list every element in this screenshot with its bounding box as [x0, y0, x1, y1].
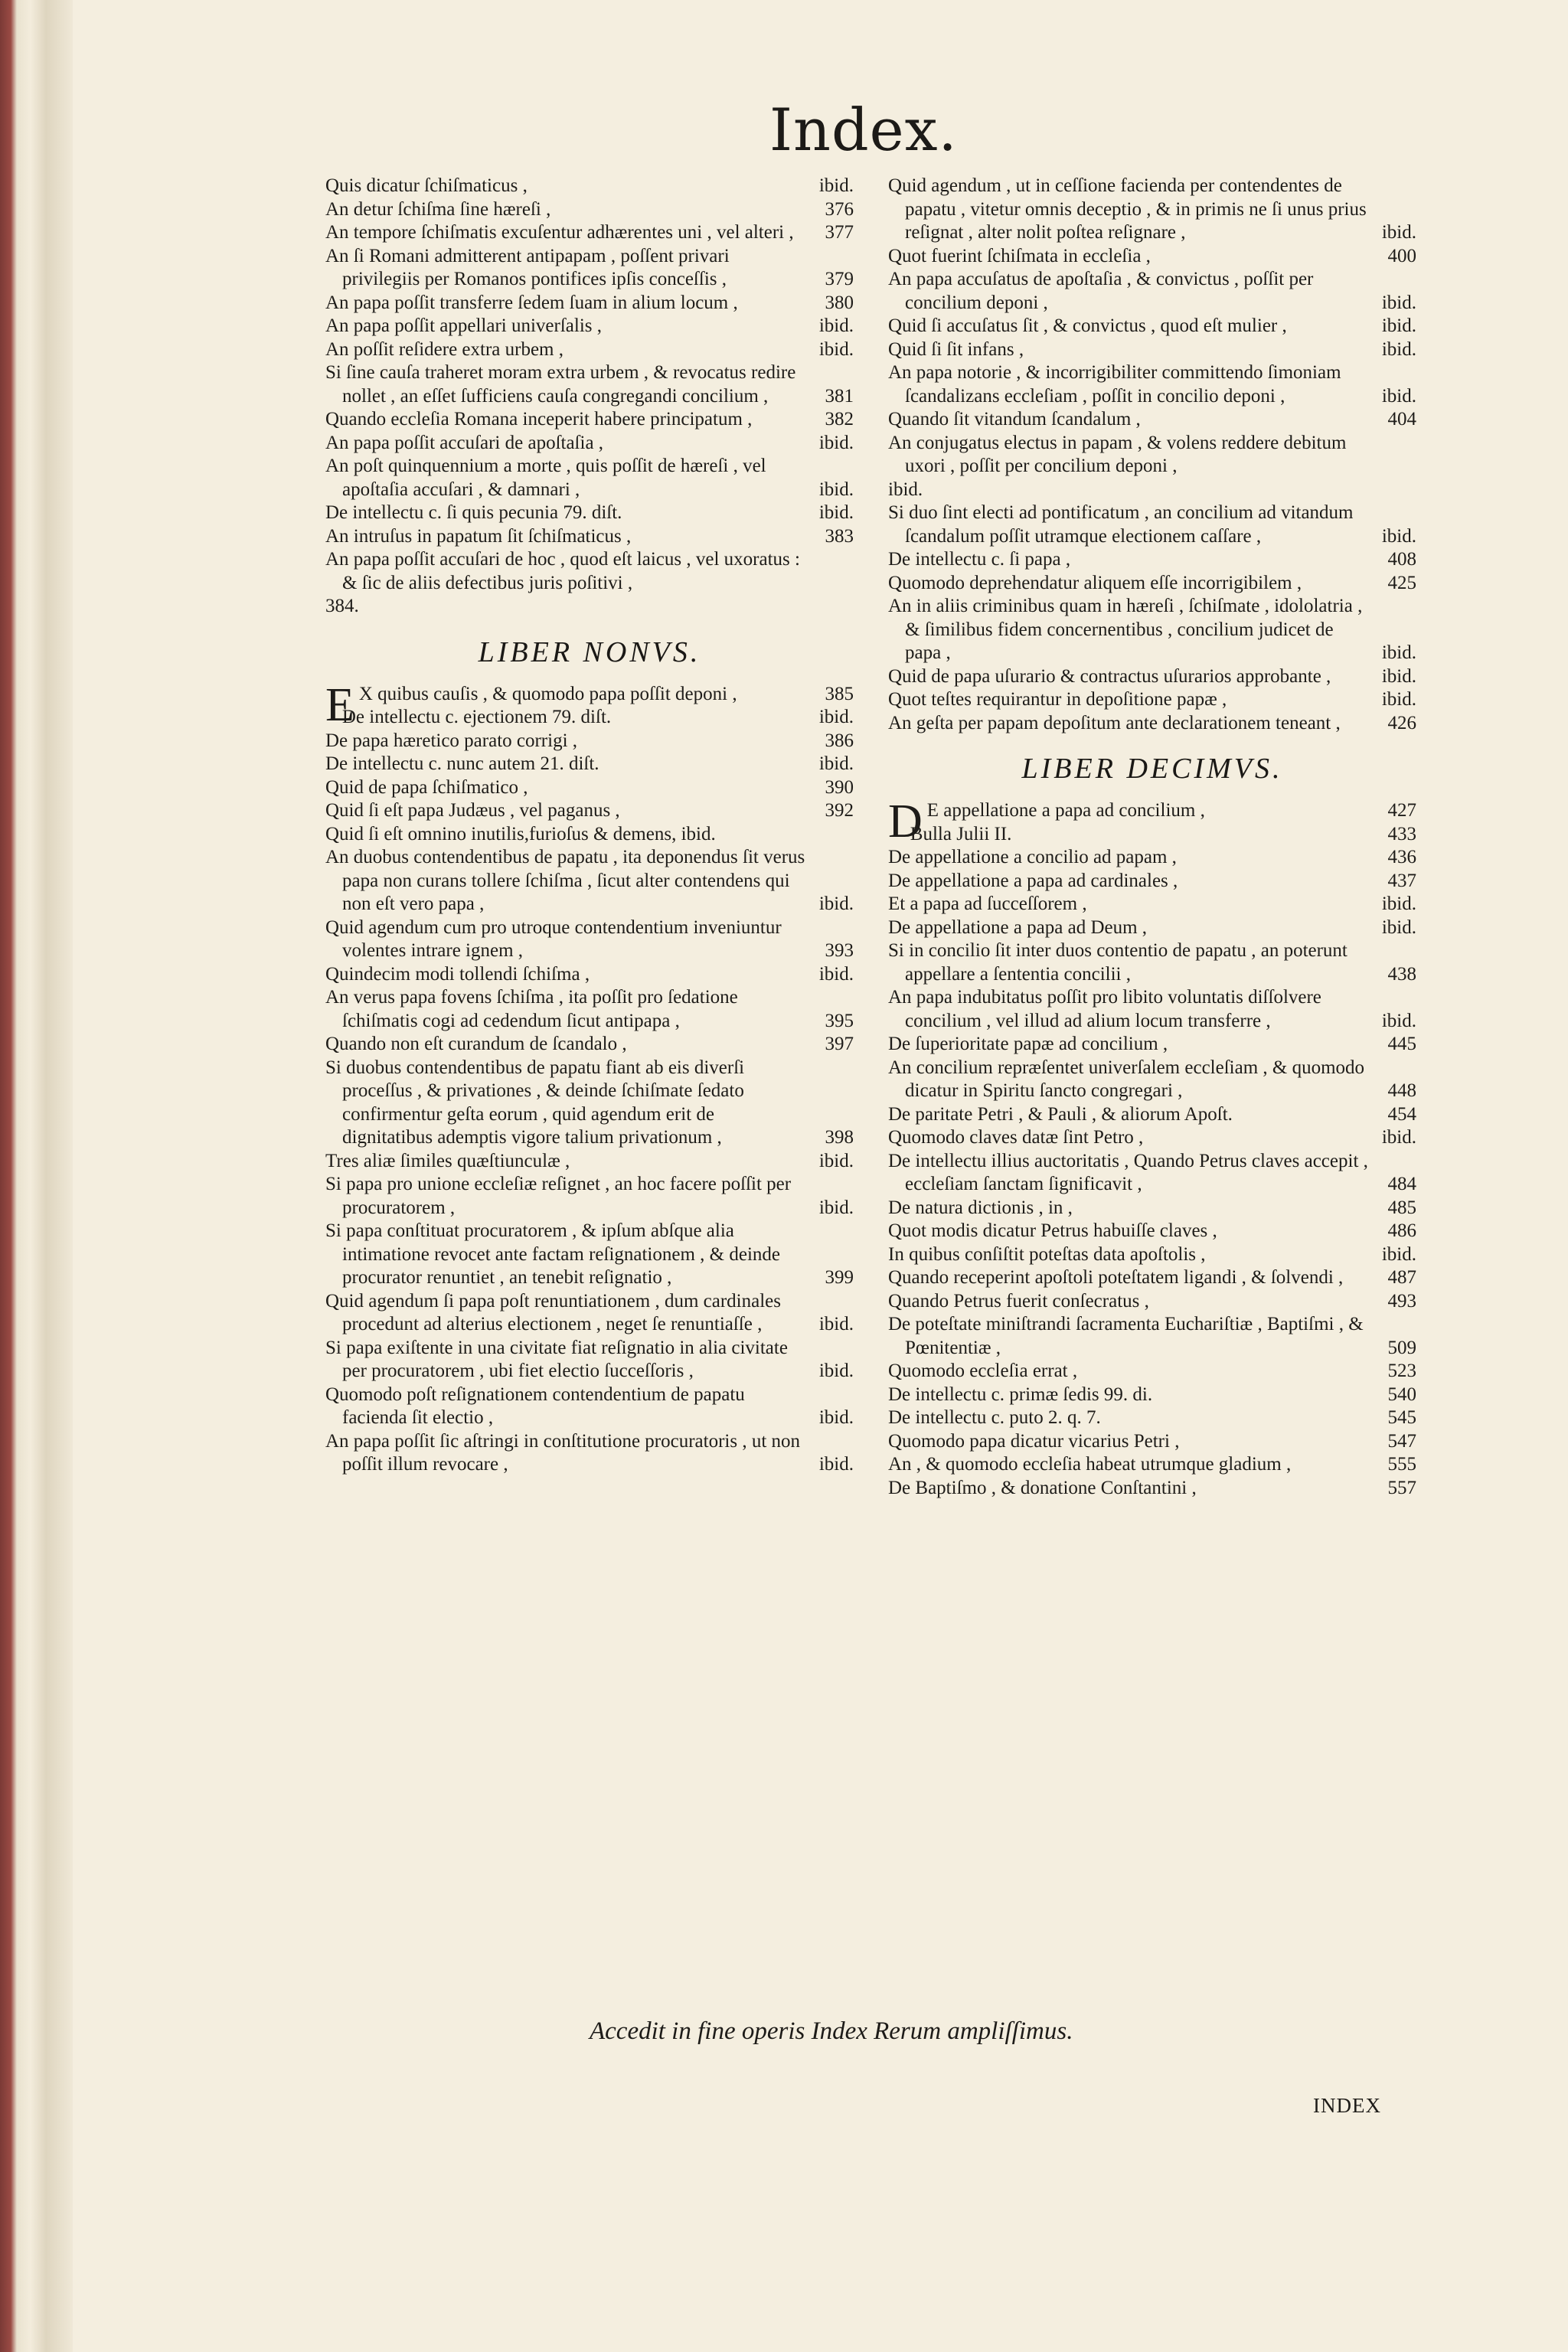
entry-page-number: ibid. — [1381, 916, 1416, 938]
index-entry — [888, 823, 1416, 847]
index-entry — [325, 175, 854, 198]
index-entry — [888, 1430, 1416, 1454]
entry-text: Si duobus contendentibus de papatu fiant ab eis diverſi proceſſus , & privationes , & deinde ſchiſmate ſedato confirmentur geſta eorum , quid agendum erit de dignitatibus ademptis vigore talium privationum , — [325, 1057, 745, 1148]
entry-text: Quando Petrus fuerit conſecratus , — [888, 1290, 1149, 1312]
entry-text: An papa poſſit transferre ſedem ſuam in alium locum , — [325, 292, 738, 313]
index-entry — [888, 986, 1416, 1033]
index-entry — [325, 753, 854, 776]
entry-text: 384. — [325, 596, 359, 616]
entry-page-number: 485 — [1387, 1197, 1416, 1218]
entry-page-number: 377 — [825, 222, 854, 243]
entry-page-number: 509 — [1387, 1337, 1416, 1358]
index-entry — [325, 1383, 854, 1430]
entry-text: Si ſine cauſa traheret moram extra urbem , & revocatus redire nollet , an eſſet ſufficiens cauſa congregandi concilium , — [325, 362, 796, 407]
entry-text: Quando receperint apoſtoli poteſtatem ligandi , & ſolvendi , — [888, 1267, 1344, 1288]
index-entry — [325, 823, 854, 847]
entry-page-number: 426 — [1387, 712, 1416, 733]
index-entry — [888, 175, 1416, 245]
index-entry — [325, 963, 854, 987]
entry-page-number: ibid. — [818, 175, 854, 196]
index-entry — [888, 870, 1416, 893]
index-entry — [325, 338, 854, 362]
entry-text: De intellectu c. ſi quis pecunia 79. diſt. — [325, 502, 622, 523]
entry-text: De poteſtate miniſtrandi ſacramenta Euchariſtiæ , Baptiſmi , & Pœnitentiæ , — [888, 1314, 1364, 1358]
index-entry — [325, 198, 854, 222]
entry-page-number: 427 — [1387, 800, 1416, 821]
index-entry — [888, 688, 1416, 712]
index-entry — [888, 1033, 1416, 1057]
entry-page-number: ibid. — [818, 502, 854, 523]
entry-text: De intellectu c. primæ ſedis 99. di. — [888, 1383, 1153, 1405]
entry-text: Quid ſi eſt omnino inutilis,furioſus & demens, ibid. — [325, 823, 716, 844]
entry-text: Si duo ſint electi ad pontificatum , an concilium ad vitandum ſcandalum poſſit utramque electionem caſſare , — [888, 502, 1354, 547]
index-entry — [325, 548, 854, 595]
entry-text: De appellatione a papa ad Deum , — [888, 916, 1148, 938]
index-entry — [888, 572, 1416, 596]
entry-page-number: 399 — [825, 1267, 854, 1288]
index-entry — [325, 1220, 854, 1290]
entry-page-number: ibid. — [1381, 292, 1416, 313]
right-column — [888, 175, 1416, 1500]
index-entry — [325, 986, 854, 1033]
entry-page-number: ibid. — [818, 707, 854, 727]
entry-text: Quid agendum cum pro utroque contendentium inveniuntur volentes intrare ignem , — [325, 916, 782, 961]
entry-page-number: ibid. — [818, 1361, 854, 1381]
index-entry — [325, 799, 854, 823]
entry-page-number: ibid. — [1381, 1243, 1416, 1265]
entry-text: Bulla Julii II. — [910, 823, 1012, 844]
entry-page-number: ibid. — [1381, 1127, 1416, 1148]
index-entry — [888, 548, 1416, 572]
entry-text: De intellectu c. nunc autem 21. diſt. — [325, 753, 599, 774]
entry-page-number: ibid. — [818, 315, 854, 336]
entry-page-number: ibid. — [818, 479, 854, 500]
entry-text: Si papa pro unione eccleſiæ reſignet , an hoc facere poſſit per procuratorem , — [325, 1174, 792, 1218]
index-entry — [888, 361, 1416, 408]
entry-text: An concilium repræſentet univerſalem eccleſiam , & quomodo dicatur in Spiritu ſancto congregari , — [888, 1057, 1365, 1101]
entry-page-number: ibid. — [1381, 315, 1416, 336]
entry-text: Quid agendum , ut in ceſſione facienda per contendentes de papatu , vitetur omnis deceptio , & in primis ne ſi unus prius reſignat , alter nolit poſtea reſignare , — [888, 175, 1367, 243]
entry-page-number: 381 — [825, 385, 854, 407]
entry-text: An verus papa fovens ſchiſma , ita poſſit pro ſedatione ſchiſmatis cogi ad cedendum ſicut antipapa , — [325, 987, 738, 1031]
entry-page-number: 380 — [825, 292, 854, 313]
entry-text: An , & quomodo eccleſia habeat utrumque gladium , — [888, 1454, 1292, 1475]
entry-text: Quid de papa uſurario & contractus uſurarios approbante , — [888, 665, 1331, 687]
index-entry — [888, 1406, 1416, 1430]
entry-page-number: ibid. — [1381, 525, 1416, 547]
entry-text: An poſſit reſidere extra urbem , — [325, 338, 564, 360]
entry-text: Quando non eſt curandum de ſcandalo , — [325, 1034, 627, 1054]
book-spine-edge — [0, 0, 73, 2352]
entry-page-number: ibid. — [818, 338, 854, 360]
entry-page-number: 376 — [825, 198, 854, 220]
index-entry — [888, 1103, 1416, 1127]
entry-text: An ſi Romani admitterent antipapam , poſſent privari privilegiis per Romanos pontifices ipſis conceſſis , — [325, 245, 730, 289]
index-entry — [888, 1477, 1416, 1501]
index-entry — [888, 268, 1416, 315]
entry-page-number: 400 — [1387, 245, 1416, 266]
entry-text: An conjugatus electus in papam , & volens reddere debitum uxori , poſſit per concilium deponi , — [888, 432, 1347, 476]
entry-text: Quid agendum ſi papa poſt renuntiationem , dum cardinales procedunt ad alterius electionem , neget ſe renuntiaſſe , — [325, 1290, 781, 1334]
entry-page-number: 404 — [1387, 409, 1416, 430]
index-entry — [325, 1173, 854, 1220]
index-entry — [888, 479, 1416, 502]
index-entry — [888, 893, 1416, 916]
entry-text: Quid ſi eſt papa Judæus , vel paganus , — [325, 800, 620, 821]
index-entry — [888, 408, 1416, 432]
entry-page-number: 484 — [1387, 1174, 1416, 1194]
entry-page-number: 438 — [1387, 963, 1416, 985]
index-entry — [888, 315, 1416, 338]
entry-text: Et a papa ad ſucceſſorem , — [888, 893, 1087, 914]
entry-text-body: X quibus cauſis , & quomodo papa poſſit deponi , — [358, 683, 737, 704]
entry-text: De appellatione a concilio ad papam , — [888, 847, 1177, 867]
footer-note: Accedit in fine operis Index Rerum ampliſſimus. — [590, 2017, 1073, 2045]
entry-text: An papa poſſit accuſari de apoſtaſia , — [325, 432, 604, 453]
entry-text: Quid ſi ſit infans , — [888, 338, 1024, 360]
index-entry — [325, 315, 854, 338]
entry-page-number: 408 — [1387, 549, 1416, 570]
index-entry — [325, 525, 854, 549]
entry-text: Quot fuerint ſchiſmata in eccleſia , — [888, 245, 1151, 266]
entry-text: Si in concilio ſit inter duos contentio de papatu , an poterunt appellare a ſententia concilii , — [888, 940, 1348, 985]
entry-text: Quid de papa ſchiſmatico , — [325, 776, 528, 798]
entry-text: Quomodo poſt reſignationem contendentium de papatu facienda ſit electio , — [325, 1383, 745, 1428]
index-entry — [325, 776, 854, 800]
index-entry — [888, 665, 1416, 689]
catchword: INDEX — [1313, 2094, 1381, 2117]
entry-page-number: ibid. — [818, 753, 854, 774]
index-entry — [325, 846, 854, 916]
entry-page-number: ibid. — [818, 432, 854, 453]
index-entry — [325, 432, 854, 456]
entry-text: An poſt quinquennium a morte , quis poſſit de hæreſi , vel apoſtaſia accuſari , & damnari , — [325, 456, 766, 500]
entry-page-number: ibid. — [1381, 222, 1416, 243]
entry-text: Quando eccleſia Romana inceperit habere principatum , — [325, 409, 753, 430]
entry-text: Tres aliæ ſimiles quæſtiunculæ , — [325, 1150, 570, 1171]
entry-page-number: ibid. — [818, 1454, 854, 1475]
entry-page-number: 486 — [1387, 1220, 1416, 1241]
index-entry — [325, 1150, 854, 1174]
index-entry — [325, 1290, 854, 1337]
index-entry — [325, 245, 854, 292]
entry-text: An papa poſſit accuſari de hoc , quod eſt laicus , vel uxoratus : & ſic de aliis defectibus juris poſitivi , — [325, 549, 800, 593]
index-entry — [325, 1033, 854, 1057]
entry-page-number: 545 — [1387, 1407, 1416, 1428]
entry-page-number: 437 — [1387, 870, 1416, 891]
entry-text: An papa accuſatus de apoſtaſia , & convictus , poſſit per concilium deponi , — [888, 269, 1314, 313]
index-entry — [888, 245, 1416, 269]
book-heading-nine: LIBER NONVS. — [478, 635, 701, 668]
index-entry — [888, 432, 1416, 479]
entry-text: Quando ſit vitandum ſcandalum , — [888, 409, 1141, 430]
left-entries-after — [325, 678, 854, 1477]
index-entry — [888, 916, 1416, 940]
entry-text: Quis dicatur ſchiſmaticus , — [325, 175, 528, 196]
entry-page-number: 379 — [825, 269, 854, 289]
entry-text: An papa poſſit ſic aſtringi in conſtitutione procuratoris , ut non poſſit illum revocare , — [325, 1430, 801, 1475]
entry-text: An detur ſchiſma ſine hæreſi , — [325, 198, 551, 220]
entry-text: ibid. — [888, 479, 923, 500]
entry-page-number: 382 — [825, 409, 854, 430]
index-entry — [888, 1220, 1416, 1243]
entry-text: De intellectu illius auctoritatis , Quando Petrus claves accepit , eccleſiam ſanctam ſignificavit , — [888, 1150, 1368, 1194]
entry-page-number: ibid. — [818, 1407, 854, 1428]
entry-page-number: 383 — [825, 525, 854, 547]
drop-cap: E — [325, 678, 354, 731]
entry-page-number: 547 — [1387, 1430, 1416, 1452]
entry-text: An duobus contendentibus de papatu , ita deponendus ſit verus papa non curans tollere ſchiſma , ſicut alter contendens qui non eſt vero papa , — [325, 847, 805, 914]
entry-page-number: ibid. — [1381, 665, 1416, 687]
index-entry — [888, 1383, 1416, 1407]
entry-page-number: ibid. — [1381, 642, 1416, 663]
entry-text: Quot teſtes requirantur in depoſitione papæ , — [888, 689, 1227, 710]
index-entry — [325, 292, 854, 315]
entry-page-number: 425 — [1387, 572, 1416, 593]
index-entry — [888, 595, 1416, 665]
entry-text: An papa poſſit appellari univerſalis , — [325, 315, 603, 336]
entry-text: De intellectu c. puto 2. q. 7. — [888, 1407, 1101, 1428]
entry-text: Si papa exiſtente in una civitate fiat reſignatio in alia civitate per procuratorem , ubi fiet electio ſucceſſoris , — [325, 1337, 788, 1381]
entry-text: An tempore ſchiſmatis excuſentur adhærentes uni , vel alteri , — [325, 222, 794, 243]
left-entries-before — [325, 175, 854, 619]
entry-text: De paritate Petri , & Pauli , & aliorum Apoſt. — [888, 1103, 1233, 1125]
entry-page-number: ibid. — [1381, 689, 1416, 710]
entry-text: Quomodo claves datæ ſint Petro , — [888, 1127, 1144, 1148]
entry-page-number: 487 — [1387, 1267, 1416, 1288]
right-entries-after — [888, 795, 1416, 1500]
page-title: Index. — [769, 96, 958, 164]
entry-page-number: 523 — [1387, 1361, 1416, 1381]
index-entry — [888, 712, 1416, 736]
index-entry — [325, 361, 854, 408]
book-heading-ten: LIBER DECIMVS. — [1021, 753, 1283, 785]
index-entry — [888, 1266, 1416, 1290]
entry-page-number: 433 — [1387, 823, 1416, 844]
entry-text: De intellectu c. ſi papa , — [888, 549, 1071, 570]
entry-text: Quomodo deprehendatur aliquem eſſe incorrigibilem , — [888, 572, 1302, 593]
entry-page-number: ibid. — [818, 893, 854, 914]
entry-page-number: ibid. — [1381, 893, 1416, 914]
index-entry — [888, 1150, 1416, 1197]
entry-page-number: 398 — [825, 1127, 854, 1148]
index-entry — [325, 1057, 854, 1150]
entry-page-number: 385 — [825, 683, 854, 704]
entry-text: Quot modis dicatur Petrus habuiſſe claves , — [888, 1220, 1217, 1241]
entry-page-number: 395 — [825, 1010, 854, 1031]
index-entry — [888, 939, 1416, 986]
entry-text: De Baptiſmo , & donatione Conſtantini , — [888, 1477, 1197, 1498]
index-entry — [325, 706, 854, 730]
entry-text: Quomodo papa dicatur vicarius Petri , — [888, 1430, 1180, 1452]
entry-page-number: 386 — [825, 730, 854, 751]
entry-text: De ſuperioritate papæ ad concilium , — [888, 1034, 1168, 1054]
entry-text: Quindecim modi tollendi ſchiſma , — [325, 963, 590, 985]
entry-text: An geſta per papam depoſitum ante declarationem teneant , — [888, 712, 1341, 733]
entry-page-number: ibid. — [1381, 1010, 1416, 1031]
entry-page-number: ibid. — [818, 963, 854, 985]
entry-page-number: 390 — [825, 776, 854, 798]
entry-page-number: 493 — [1387, 1290, 1416, 1312]
index-entry — [325, 221, 854, 245]
entry-page-number: ibid. — [818, 1150, 854, 1171]
index-entry — [325, 455, 854, 501]
entry-page-number: ibid. — [818, 1197, 854, 1218]
entry-text: An papa notorie , & incorrigibiliter committendo ſimoniam ſcandalizans eccleſiam , poſſit in concilio deponi , — [888, 362, 1341, 407]
index-entry — [325, 730, 854, 753]
index-entry — [888, 1197, 1416, 1220]
left-column — [325, 175, 854, 1477]
index-entry — [325, 916, 854, 963]
index-entry — [325, 408, 854, 432]
entry-text: De appellatione a papa ad cardinales , — [888, 870, 1178, 891]
index-entry — [888, 1453, 1416, 1477]
index-entry — [888, 1243, 1416, 1267]
entry-page-number: 454 — [1387, 1103, 1416, 1125]
entry-page-number: 397 — [825, 1034, 854, 1054]
entry-page-number: 540 — [1387, 1383, 1416, 1405]
entry-text: An intruſus in papatum ſit ſchiſmaticus , — [325, 525, 632, 547]
drop-cap: D — [888, 795, 923, 848]
entry-text: De intellectu c. ejectionem 79. diſt. — [341, 707, 612, 727]
entry-text: Quomodo eccleſia errat , — [888, 1361, 1078, 1381]
index-entry — [888, 1057, 1416, 1103]
index-entry — [888, 338, 1416, 362]
entry-text: Quid ſi accuſatus ſit , & convictus , quod eſt mulier , — [888, 315, 1287, 336]
index-entry — [325, 1430, 854, 1477]
index-entry — [888, 501, 1416, 548]
entry-text: In quibus conſiſtit poteſtas data apoſtolis , — [888, 1243, 1206, 1265]
entry-page-number: 557 — [1387, 1477, 1416, 1498]
entry-page-number: ibid. — [818, 1314, 854, 1334]
entry-page-number: 436 — [1387, 847, 1416, 867]
index-entry — [325, 595, 854, 619]
entry-page-number: 445 — [1387, 1034, 1416, 1054]
index-entry — [888, 1290, 1416, 1314]
entry-page-number: 393 — [825, 940, 854, 961]
right-entries-before — [888, 175, 1416, 735]
entry-page-number: 392 — [825, 800, 854, 821]
entry-text: De papa hæretico parato corrigi , — [325, 730, 578, 751]
entry-page-number: ibid. — [1381, 385, 1416, 407]
index-entry — [888, 846, 1416, 870]
entry-text-body: E appellatione a papa ad concilium , — [926, 800, 1205, 821]
index-entry — [325, 501, 854, 525]
entry-text: An papa indubitatus poſſit pro libito voluntatis diſſolvere concilium , vel illud ad alium locum transferre , — [888, 987, 1321, 1031]
index-entry — [888, 1360, 1416, 1383]
entry-page-number: 555 — [1387, 1454, 1416, 1475]
entry-text: Si papa conſtituat procuratorem , & ipſum abſque alia intimatione revocet ante factam reſignationem , & deinde procurator renuntiet , an tenebit reſignatio , — [325, 1220, 780, 1288]
index-entry — [888, 1313, 1416, 1360]
index-entry — [325, 1337, 854, 1383]
entry-text: An in aliis criminibus quam in hæreſi , ſchiſmate , idololatria , & ſimilibus fidem concernentibus , concilium judicet de papa , — [888, 596, 1363, 663]
entry-page-number: 448 — [1387, 1080, 1416, 1101]
index-entry — [888, 1126, 1416, 1150]
entry-text: De natura dictionis , in , — [888, 1197, 1073, 1218]
entry-page-number: ibid. — [1381, 338, 1416, 360]
